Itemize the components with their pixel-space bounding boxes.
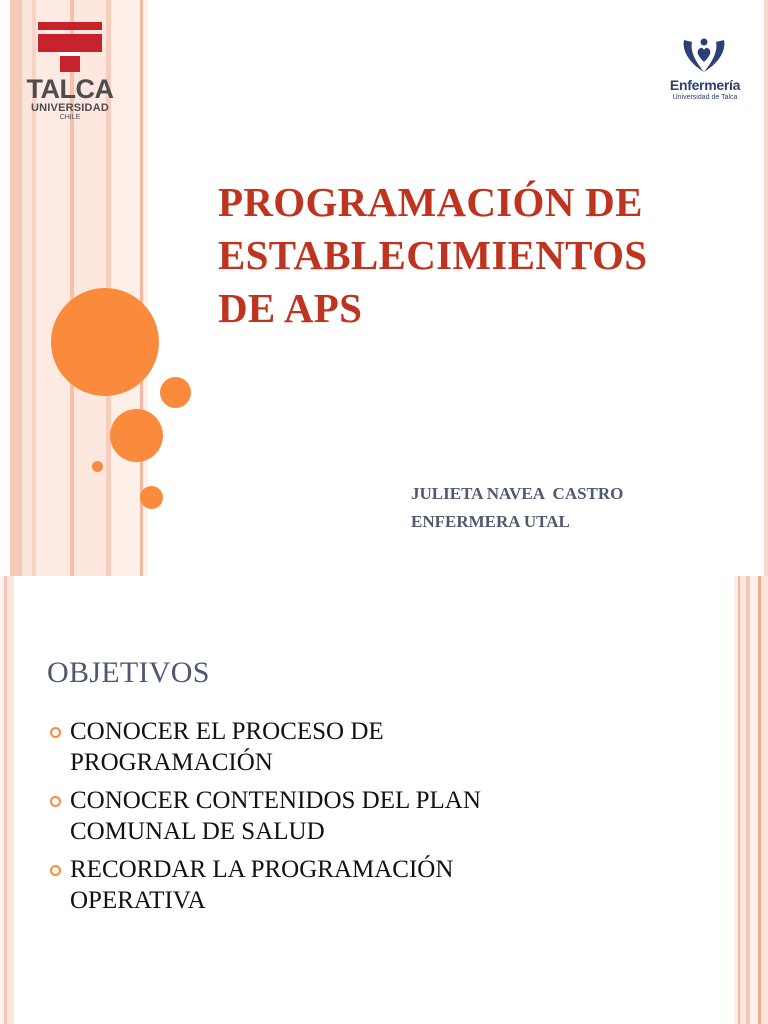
decorative-circle-large — [51, 288, 159, 396]
decorative-circle-tiny — [92, 461, 103, 472]
decorative-edge-stripe — [764, 0, 768, 576]
logo-university-name: TALCA — [26, 74, 114, 104]
list-item — [48, 785, 728, 847]
list-item — [48, 854, 728, 916]
decorative-circle-medium — [110, 409, 163, 462]
decorative-right-stripes — [734, 576, 768, 1024]
bullet-circle-icon — [50, 727, 61, 738]
author-name: JULIETA NAVEA CASTRO — [411, 484, 624, 503]
logo-department-name: Enfermería — [669, 77, 741, 93]
talca-emblem-icon — [38, 22, 102, 74]
logo-department-line2: Universidad de Talca — [672, 94, 738, 101]
logo-university-line3: CHILE — [59, 114, 81, 121]
bullet-line-1: RECORDAR LA PROGRAMACIÓN — [70, 856, 454, 883]
bullet-circle-icon — [50, 796, 61, 807]
caring-hands-heart-icon — [680, 36, 728, 76]
universidad-de-talca-logo — [22, 22, 118, 122]
bullet-line-1: CONOCER EL PROCESO DE — [70, 718, 384, 745]
presentation-title — [218, 176, 738, 335]
enfermeria-logo — [660, 36, 750, 108]
title-line-2: ESTABLECIMIENTOS — [218, 232, 648, 278]
logo-university-line2: UNIVERSIDAD — [31, 102, 109, 114]
author-role: ENFERMERA UTAL — [411, 512, 570, 531]
objectives-heading: OBJETIVOS — [47, 656, 210, 689]
objectives-slide — [0, 576, 768, 1024]
bullet-line-2: OPERATIVA — [70, 887, 206, 914]
bullet-circle-icon — [50, 865, 61, 876]
title-line-3: DE APS — [218, 285, 363, 331]
bullet-line-2: COMUNAL DE SALUD — [70, 818, 325, 845]
decorative-left-stripes — [0, 576, 14, 1024]
bullet-line-1: CONOCER CONTENIDOS DEL PLAN — [70, 787, 481, 814]
title-line-1: PROGRAMACIÓN DE — [218, 179, 643, 225]
objectives-list — [48, 716, 728, 923]
list-item — [48, 716, 728, 778]
decorative-circle-small-bottom — [140, 486, 163, 509]
author-block — [411, 480, 623, 536]
decorative-circle-small-right — [160, 377, 191, 408]
bullet-line-2: PROGRAMACIÓN — [70, 749, 273, 776]
